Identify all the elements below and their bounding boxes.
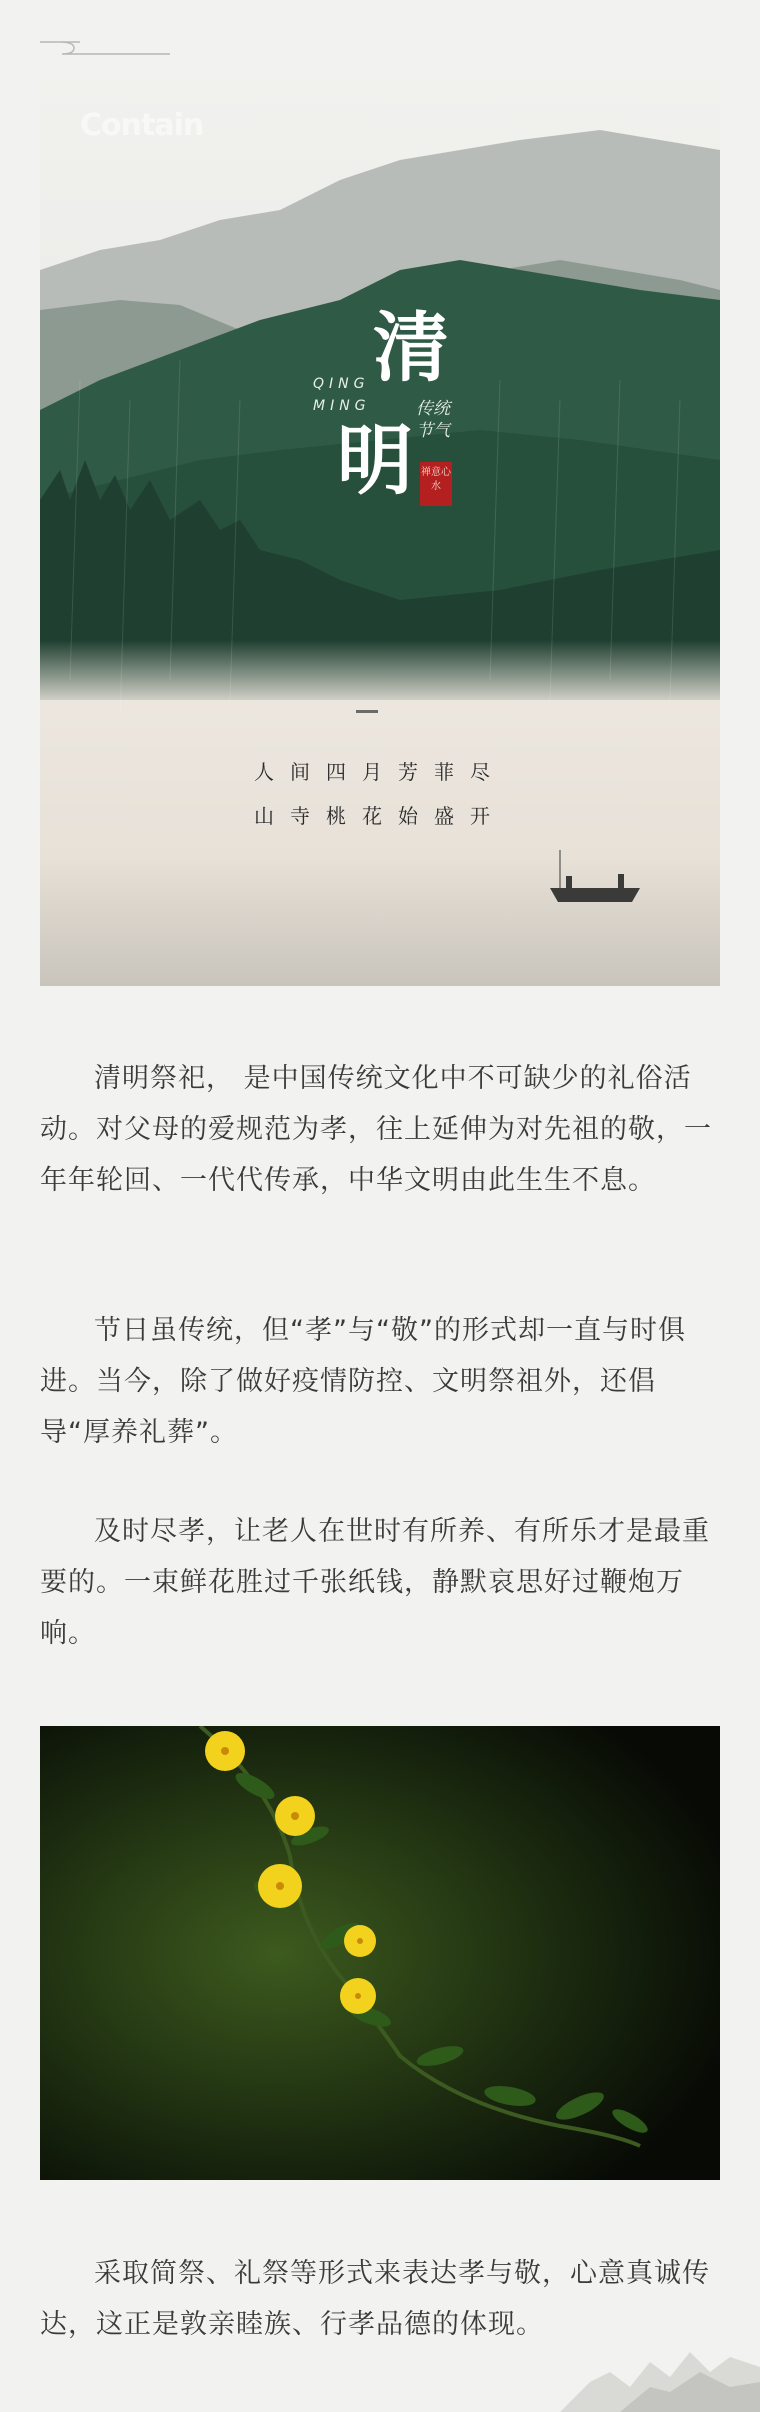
jasmine-flower-photo [40,1726,720,2180]
solar-term-tag [416,398,456,442]
title-char-qing: 清 [373,303,449,392]
mountain-lake-scene [40,80,720,986]
article-paragraph-3: 及时尽孝，让老人在世时有所养、有所乐才是最重要的。一束鲜花胜过千张纸钱，静默哀思好过鞭炮万响。 [40,1516,710,1649]
brand-logo: Contain [80,108,204,143]
tag-line-2: 节气 [416,421,450,441]
red-seal-stamp: 禅意心水 [420,462,452,506]
pinyin-label [313,373,371,417]
poem-line-2: 山寺桃花始盛开 [254,804,506,828]
ink-mountain-decoration [560,2332,760,2412]
flower-branch-image [40,1726,720,2180]
pinyin-line-2: MING [313,398,371,414]
article-paragraph-1: 清明祭祀， 是中国传统文化中不可缺少的礼俗活动。对父母的爱规范为孝，往上延伸为对先祖的敬，一年年轮回、一代代传承，中华文明由此生生不息。 [40,1063,712,1196]
qingming-poster [40,80,720,986]
article-paragraph-4: 采取简祭、礼祭等形式来表达孝与敬，心意真诚传达，这正是敦亲睦族、行孝品德的体现。 [40,2258,710,2340]
title-char-ming: 明 [337,416,413,505]
pinyin-line-1: QING [313,376,370,392]
article-paragraph-2: 节日虽传统，但“孝”与“敬”的形式却一直与时俱进。当今，除了做好疫情防控、文明祭祖外，还倡导“厚养礼葬”。 [40,1315,686,1448]
tag-line-1: 传统 [416,399,450,419]
poem-line-1: 人间四月芳菲尽 [254,760,506,784]
top-decoration [40,36,170,60]
